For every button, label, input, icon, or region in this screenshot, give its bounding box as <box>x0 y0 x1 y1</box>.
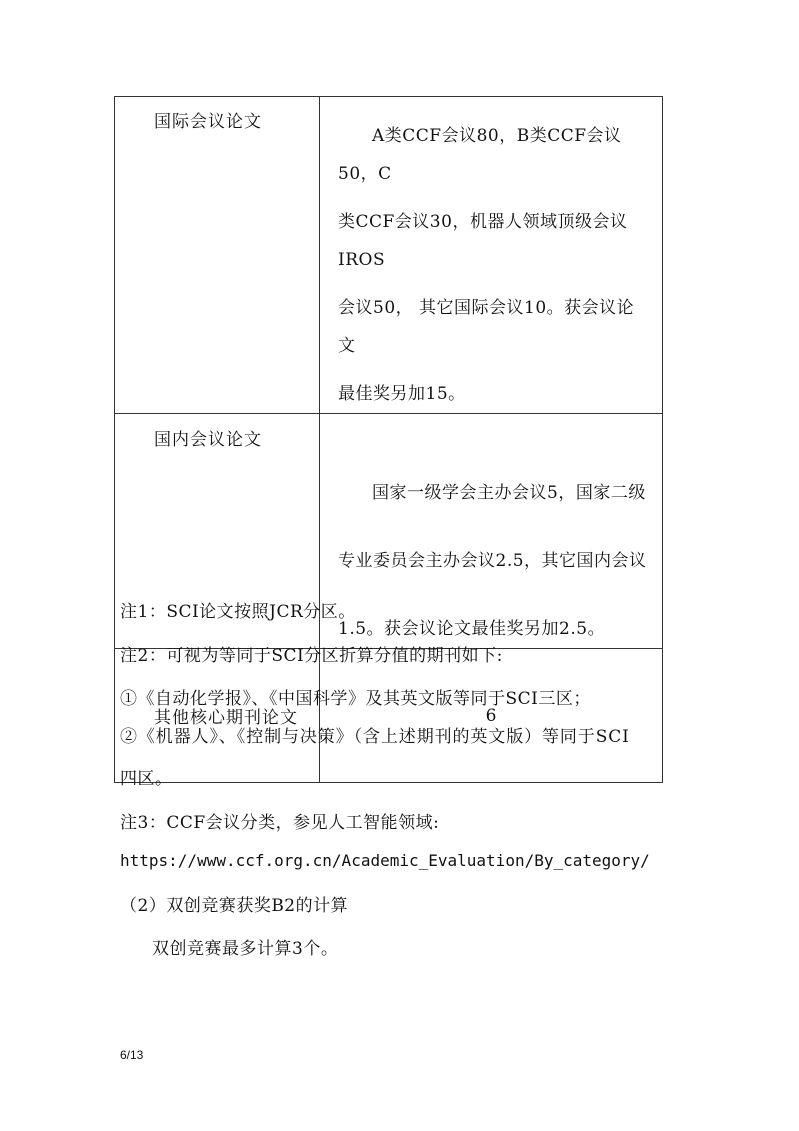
section-body: 双创竞赛最多计算3个。 <box>152 939 339 959</box>
value-line: 1.5。获会议论文最佳奖另加2.5。 <box>338 619 606 639</box>
note-1: 注1：SCI论文按照JCR分区。 <box>120 602 356 622</box>
row-label: 其他核心期刊论文 <box>154 708 298 728</box>
value-line: 国家一级学会主办会议5，国家二级 <box>372 483 646 503</box>
table-row <box>115 649 663 783</box>
value-line: 类CCF会议30，机器人领域顶级会议IROS <box>338 212 628 270</box>
section-heading: （2）双创竞赛获奖B2的计算 <box>120 896 349 916</box>
score-table <box>114 96 663 783</box>
table-cell-value <box>320 649 663 783</box>
table-cell-value <box>320 97 663 414</box>
row-label: 国内会议论文 <box>154 430 262 450</box>
note-item-2-line-1: ②《机器人》、《控制与决策》（含上述期刊的英文版）等同于SCI <box>120 727 630 747</box>
value-line: 最佳奖另加15。 <box>338 384 466 404</box>
ccf-category-link[interactable]: https://www.ccf.org.cn/Academic_Evaluation/By_category/ <box>120 851 650 870</box>
table-cell-label <box>115 649 320 783</box>
note-item-1: ①《自动化学报》、《中国科学》及其英文版等同于SCI三区； <box>120 689 591 709</box>
value-line: 会议50， 其它国际会议10。获会议论文 <box>338 298 635 356</box>
table-cell-value <box>320 414 663 649</box>
page-number: 6/13 <box>120 1048 144 1062</box>
note-2: 注2：可视为等同于SCI分区折算分值的期刊如下: <box>120 646 503 666</box>
value-line: A类CCF会议80，B类CCF会议50，C <box>338 126 622 184</box>
table-cell-label <box>115 97 320 414</box>
row-value <box>320 97 662 413</box>
note-item-2-line-2: 四区。 <box>120 769 173 789</box>
note-3: 注3：CCF会议分类，参见人工智能领域: <box>120 813 440 833</box>
row-label: 国际会议论文 <box>154 112 262 132</box>
row-value <box>320 414 662 648</box>
value-line: 专业委员会主办会议2.5，其它国内会议 <box>338 551 647 571</box>
row-value: 6 <box>485 705 497 726</box>
table-row <box>115 97 663 414</box>
